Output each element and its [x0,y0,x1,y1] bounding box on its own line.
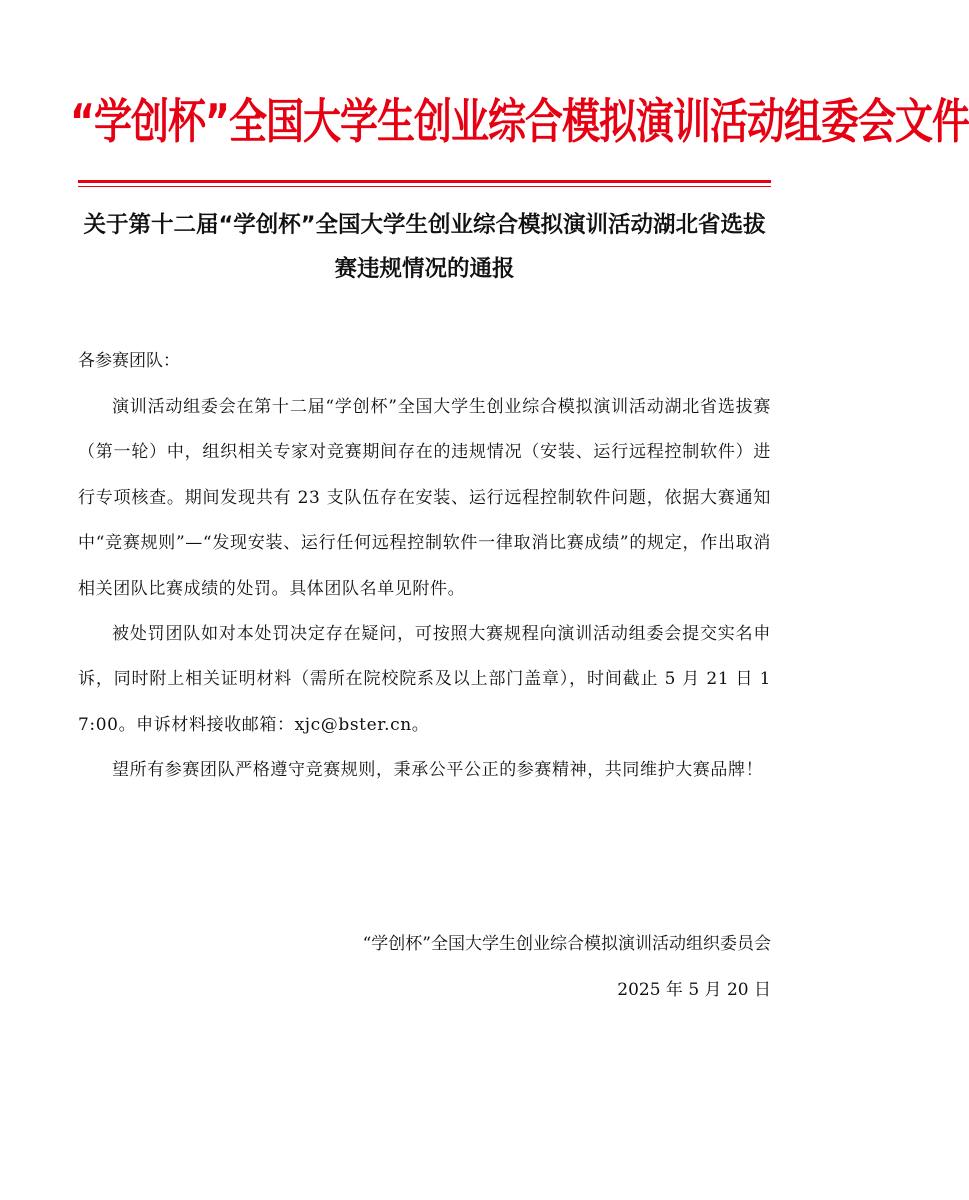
paragraph-closing: 望所有参赛团队严格遵守竞赛规则，秉承公平公正的参赛精神，共同维护大赛品牌！ [112,760,764,781]
signature-date: 2025 年 5 月 20 日 [617,980,771,1000]
letterhead-title: “学创杯”全国大学生创业综合模拟演训活动组委会文件 [70,94,969,150]
paragraph-appeal: 被处罚团队如对本处罚决定存在疑问，可按照大赛规程向演训活动组委会提交实名申诉，同时附上相关证明材料（需所在院校院系及以上部门盖章），时间截止 5 月 21 日 17:00。申诉材料接收邮箱：xjc@bster.cn。 [78,624,771,735]
salutation: 各参赛团队： [78,351,180,371]
paragraph-findings: 演训活动组委会在第十二届“学创杯”全国大学生创业综合模拟演训活动湖北省选拔赛（第一轮）中，组织相关专家对竞赛期间存在的违规情况（安装、运行远程控制软件）进行专项核查。期间发现共有 23 支队伍存在安装、运行远程控制软件问题，依据大赛通知中“竞赛规则”—“发现安装、运行任何远程控制软件一律取消比赛成绩”的规定，作出取消相关团队比赛成绩的处罚。具体团队名单见附件。 [78,397,771,599]
letterhead-rule-thick [78,180,771,183]
signature-organization: “学创杯”全国大学生创业综合模拟演训活动组织委员会 [362,934,771,954]
document-title: 关于第十二届“学创杯”全国大学生创业综合模拟演训活动湖北省选拔赛违规情况的通报 [83,212,766,282]
signature-block [363,921,771,1013]
document-body [78,385,771,794]
letterhead-rule-thin [78,186,771,187]
